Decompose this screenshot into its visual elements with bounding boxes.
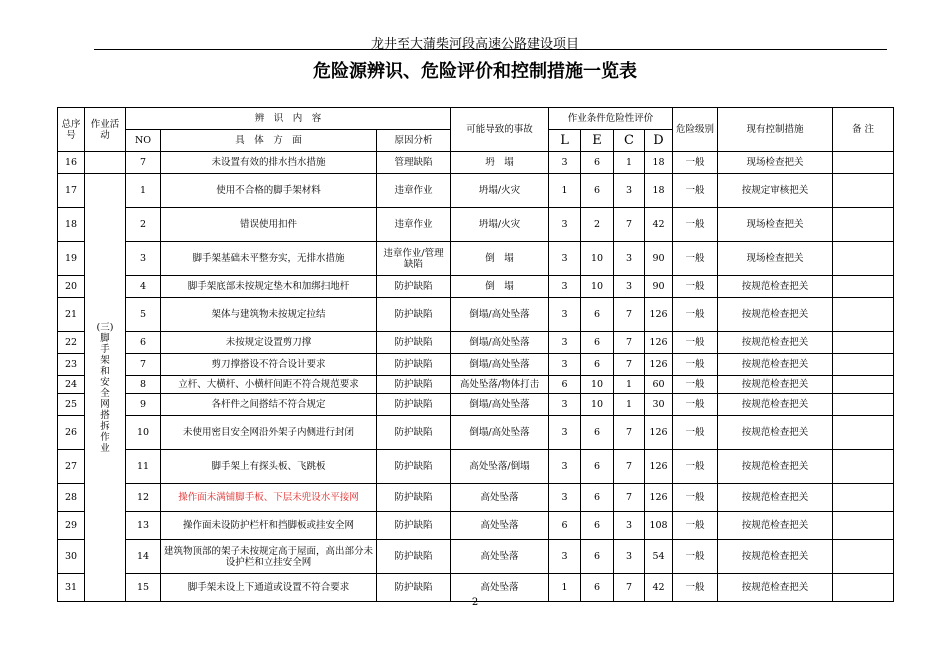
cell-seq: 23 (58, 354, 85, 376)
table-row (58, 540, 894, 574)
table-body (58, 152, 894, 602)
cell-seq: 21 (58, 298, 85, 332)
cell-no: 2 (126, 208, 161, 242)
cell-C: 7 (614, 450, 645, 484)
table-row (58, 450, 894, 484)
cell-accident: 坍 塌 (451, 152, 549, 174)
cell-E: 6 (581, 152, 614, 174)
cell-seq: 16 (58, 152, 85, 174)
cell-E: 10 (581, 376, 614, 394)
cell-control: 按规范检查把关 (718, 298, 833, 332)
page-number: 2 (471, 597, 479, 608)
cell-E: 6 (581, 484, 614, 512)
cell-E: 6 (581, 512, 614, 540)
cell-C: 3 (614, 512, 645, 540)
cell-control: 现场检查把关 (718, 242, 833, 276)
cell-level: 一般 (673, 512, 718, 540)
cell-L: 3 (549, 354, 581, 376)
cell-aspect: 操作面未满铺脚手板、下层未兜设水平接网 (161, 484, 377, 512)
cell-C: 1 (614, 376, 645, 394)
table-row (58, 152, 894, 174)
cell-E: 10 (581, 394, 614, 416)
cell-seq: 17 (58, 174, 85, 208)
cell-aspect: 脚手架基础未平整夯实，无排水措施 (161, 242, 377, 276)
cell-cause: 违章作业 (377, 174, 451, 208)
cell-cause: 防护缺陷 (377, 332, 451, 354)
cell-aspect: 立杆、大横杆、小横杆间距不符合规范要求 (161, 376, 377, 394)
cell-L: 1 (549, 574, 581, 602)
cell-aspect: 未按规定设置剪刀撑 (161, 332, 377, 354)
cell-seq: 20 (58, 276, 85, 298)
cell-remark (833, 416, 894, 450)
cell-D: 90 (645, 276, 673, 298)
cell-control: 现场检查把关 (718, 152, 833, 174)
table-row (58, 484, 894, 512)
cell-L: 6 (549, 376, 581, 394)
cell-C: 7 (614, 298, 645, 332)
cell-level: 一般 (673, 416, 718, 450)
cell-D: 18 (645, 174, 673, 208)
cell-control: 按规范检查把关 (718, 416, 833, 450)
cell-aspect: 错误使用扣件 (161, 208, 377, 242)
cell-no: 7 (126, 152, 161, 174)
cell-control: 按规范检查把关 (718, 376, 833, 394)
cell-accident: 倒塌/高处坠落 (451, 354, 549, 376)
cell-E: 10 (581, 276, 614, 298)
cell-seq: 19 (58, 242, 85, 276)
cell-L: 3 (549, 298, 581, 332)
cell-L: 3 (549, 416, 581, 450)
cell-no: 15 (126, 574, 161, 602)
cell-seq: 30 (58, 540, 85, 574)
cell-seq: 26 (58, 416, 85, 450)
cell-seq: 31 (58, 574, 85, 602)
cell-seq: 18 (58, 208, 85, 242)
cell-D: 30 (645, 394, 673, 416)
cell-no: 7 (126, 354, 161, 376)
header-no: NO (126, 130, 161, 152)
cell-control: 按规范检查把关 (718, 484, 833, 512)
header-level: 危险级别 (673, 108, 718, 152)
header-D: D (645, 130, 673, 152)
cell-control: 按规定审核把关 (718, 174, 833, 208)
cell-D: 90 (645, 242, 673, 276)
cell-accident: 倒塌/高处坠落 (451, 298, 549, 332)
header-aspect: 具 体 方 面 (161, 130, 377, 152)
cell-control: 按规范检查把关 (718, 512, 833, 540)
header-identification: 辨 识 内 容 (126, 108, 451, 130)
cell-seq: 24 (58, 376, 85, 394)
cell-aspect: 脚手架上有探头板、飞跳板 (161, 450, 377, 484)
cell-cause: 防护缺陷 (377, 354, 451, 376)
cell-accident: 倒塌/高处坠落 (451, 416, 549, 450)
cell-level: 一般 (673, 276, 718, 298)
cell-remark (833, 174, 894, 208)
cell-aspect: 剪刀撑搭设不符合设计要求 (161, 354, 377, 376)
table-row (58, 416, 894, 450)
table-row (58, 332, 894, 354)
cell-remark (833, 540, 894, 574)
table-row (58, 208, 894, 242)
cell-level: 一般 (673, 174, 718, 208)
cell-no: 5 (126, 298, 161, 332)
cell-level: 一般 (673, 450, 718, 484)
cell-cause: 防护缺陷 (377, 450, 451, 484)
cell-control: 按规范检查把关 (718, 450, 833, 484)
cell-D: 60 (645, 376, 673, 394)
cell-control: 按规范检查把关 (718, 354, 833, 376)
cell-accident: 高处坠落 (451, 484, 549, 512)
cell-C: 7 (614, 484, 645, 512)
cell-C: 3 (614, 540, 645, 574)
cell-no: 3 (126, 242, 161, 276)
header-control: 现有控制措施 (718, 108, 833, 152)
cell-cause: 防护缺陷 (377, 276, 451, 298)
cell-remark (833, 332, 894, 354)
cell-control: 按规范检查把关 (718, 332, 833, 354)
cell-E: 6 (581, 298, 614, 332)
table-row (58, 394, 894, 416)
cell-control: 按规范检查把关 (718, 276, 833, 298)
cell-no: 12 (126, 484, 161, 512)
cell-control: 按规范检查把关 (718, 540, 833, 574)
cell-L: 3 (549, 332, 581, 354)
cell-cause: 违章作业 (377, 208, 451, 242)
cell-cause: 防护缺陷 (377, 416, 451, 450)
cell-C: 3 (614, 276, 645, 298)
cell-level: 一般 (673, 208, 718, 242)
header-remark: 备 注 (833, 108, 894, 152)
cell-cause: 防护缺陷 (377, 394, 451, 416)
cell-accident: 倒塌/高处坠落 (451, 332, 549, 354)
cell-level: 一般 (673, 354, 718, 376)
cell-seq: 28 (58, 484, 85, 512)
cell-aspect: 架体与建筑物未按规定拉结 (161, 298, 377, 332)
cell-accident: 高处坠落 (451, 574, 549, 602)
cell-level: 一般 (673, 574, 718, 602)
table-row (58, 174, 894, 208)
cell-seq: 25 (58, 394, 85, 416)
cell-seq: 29 (58, 512, 85, 540)
cell-aspect: 脚手架未设上下通道或设置不符合要求 (161, 574, 377, 602)
document-title: 危险源辨识、危险评价和控制措施一览表 (313, 61, 637, 82)
cell-D: 126 (645, 354, 673, 376)
cell-C: 7 (614, 574, 645, 602)
cell-remark (833, 484, 894, 512)
cell-control: 按规范检查把关 (718, 394, 833, 416)
cell-accident: 高处坠落/物体打击 (451, 376, 549, 394)
cell-C: 3 (614, 174, 645, 208)
header-evaluation: 作业条件危险性评价 (549, 108, 673, 130)
cell-level: 一般 (673, 394, 718, 416)
header-activity: 作业活动 (85, 108, 126, 152)
cell-aspect: 未设置有效的排水挡水措施 (161, 152, 377, 174)
cell-cause: 管理缺陷 (377, 152, 451, 174)
cell-D: 126 (645, 484, 673, 512)
cell-L: 3 (549, 242, 581, 276)
cell-no: 13 (126, 512, 161, 540)
cell-L: 3 (549, 276, 581, 298)
cell-control: 现场检查把关 (718, 208, 833, 242)
cell-cause: 防护缺陷 (377, 512, 451, 540)
cell-E: 6 (581, 450, 614, 484)
cell-accident: 倒 塌 (451, 242, 549, 276)
activity-group-cell: (三) 脚 手 架 和 安 全 网 搭 拆 作 业 (85, 174, 126, 602)
cell-no: 6 (126, 332, 161, 354)
cell-accident: 坍塌/火灾 (451, 208, 549, 242)
cell-E: 10 (581, 242, 614, 276)
header-cause: 原因分析 (377, 130, 451, 152)
cell-level: 一般 (673, 332, 718, 354)
cell-level: 一般 (673, 242, 718, 276)
cell-accident: 坍塌/火灾 (451, 174, 549, 208)
cell-E: 6 (581, 332, 614, 354)
table-row (58, 276, 894, 298)
cell-no: 11 (126, 450, 161, 484)
header-seq: 总序号 (58, 108, 85, 152)
cell-L: 3 (549, 152, 581, 174)
cell-C: 7 (614, 416, 645, 450)
cell-seq: 27 (58, 450, 85, 484)
cell-remark (833, 276, 894, 298)
cell-C: 7 (614, 208, 645, 242)
cell-remark (833, 242, 894, 276)
cell-C: 1 (614, 394, 645, 416)
cell-C: 1 (614, 152, 645, 174)
cell-accident: 倒塌/高处坠落 (451, 394, 549, 416)
cell-E: 6 (581, 354, 614, 376)
cell-remark (833, 208, 894, 242)
table-row (58, 354, 894, 376)
header-accident: 可能导致的事故 (451, 108, 549, 152)
activity-cell-empty (85, 152, 126, 174)
cell-E: 6 (581, 174, 614, 208)
cell-aspect: 脚手架底部未按规定垫木和加绑扫地杆 (161, 276, 377, 298)
cell-accident: 高处坠落 (451, 512, 549, 540)
cell-C: 7 (614, 332, 645, 354)
cell-D: 126 (645, 416, 673, 450)
header-E: E (581, 130, 614, 152)
hazard-table (57, 107, 894, 602)
cell-L: 6 (549, 512, 581, 540)
cell-D: 42 (645, 574, 673, 602)
cell-accident: 高处坠落/倒塌 (451, 450, 549, 484)
cell-D: 126 (645, 450, 673, 484)
cell-aspect: 未使用密目安全网沿外架子内侧进行封闭 (161, 416, 377, 450)
cell-level: 一般 (673, 540, 718, 574)
cell-L: 1 (549, 174, 581, 208)
header-divider (94, 49, 887, 50)
cell-level: 一般 (673, 152, 718, 174)
cell-L: 3 (549, 450, 581, 484)
cell-remark (833, 152, 894, 174)
cell-no: 10 (126, 416, 161, 450)
cell-level: 一般 (673, 484, 718, 512)
cell-D: 108 (645, 512, 673, 540)
cell-no: 4 (126, 276, 161, 298)
cell-D: 126 (645, 298, 673, 332)
cell-E: 6 (581, 574, 614, 602)
cell-cause: 防护缺陷 (377, 574, 451, 602)
cell-cause: 防护缺陷 (377, 298, 451, 332)
project-title: 龙井至大蒲柴河段高速公路建设项目 (370, 37, 579, 52)
cell-D: 18 (645, 152, 673, 174)
cell-C: 3 (614, 242, 645, 276)
cell-aspect: 使用不合格的脚手架材料 (161, 174, 377, 208)
cell-D: 42 (645, 208, 673, 242)
cell-D: 54 (645, 540, 673, 574)
cell-cause: 防护缺陷 (377, 376, 451, 394)
header-L: L (549, 130, 581, 152)
cell-C: 7 (614, 354, 645, 376)
cell-control: 按规范检查把关 (718, 574, 833, 602)
cell-seq: 22 (58, 332, 85, 354)
cell-L: 3 (549, 208, 581, 242)
cell-level: 一般 (673, 376, 718, 394)
cell-accident: 倒 塌 (451, 276, 549, 298)
cell-no: 14 (126, 540, 161, 574)
cell-cause: 防护缺陷 (377, 540, 451, 574)
cell-aspect: 操作面未设防护栏杆和挡脚板或挂安全网 (161, 512, 377, 540)
cell-accident: 高处坠落 (451, 540, 549, 574)
cell-remark (833, 394, 894, 416)
cell-remark (833, 512, 894, 540)
cell-remark (833, 298, 894, 332)
cell-no: 8 (126, 376, 161, 394)
cell-D: 126 (645, 332, 673, 354)
table-row (58, 242, 894, 276)
cell-L: 3 (549, 394, 581, 416)
cell-no: 1 (126, 174, 161, 208)
cell-no: 9 (126, 394, 161, 416)
cell-cause: 防护缺陷 (377, 484, 451, 512)
table-row (58, 376, 894, 394)
cell-aspect: 建筑物顶部的架子未按规定高于屋面，高出部分未设护栏和立挂安全网 (161, 540, 377, 574)
cell-E: 2 (581, 208, 614, 242)
cell-level: 一般 (673, 298, 718, 332)
cell-aspect: 各杆件之间搭结不符合规定 (161, 394, 377, 416)
table-row (58, 298, 894, 332)
cell-E: 6 (581, 540, 614, 574)
cell-L: 3 (549, 540, 581, 574)
table-row (58, 512, 894, 540)
cell-E: 6 (581, 416, 614, 450)
cell-remark (833, 450, 894, 484)
cell-L: 3 (549, 484, 581, 512)
cell-remark (833, 354, 894, 376)
header-C: C (614, 130, 645, 152)
cell-remark (833, 376, 894, 394)
cell-cause: 违章作业/管理缺陷 (377, 242, 451, 276)
